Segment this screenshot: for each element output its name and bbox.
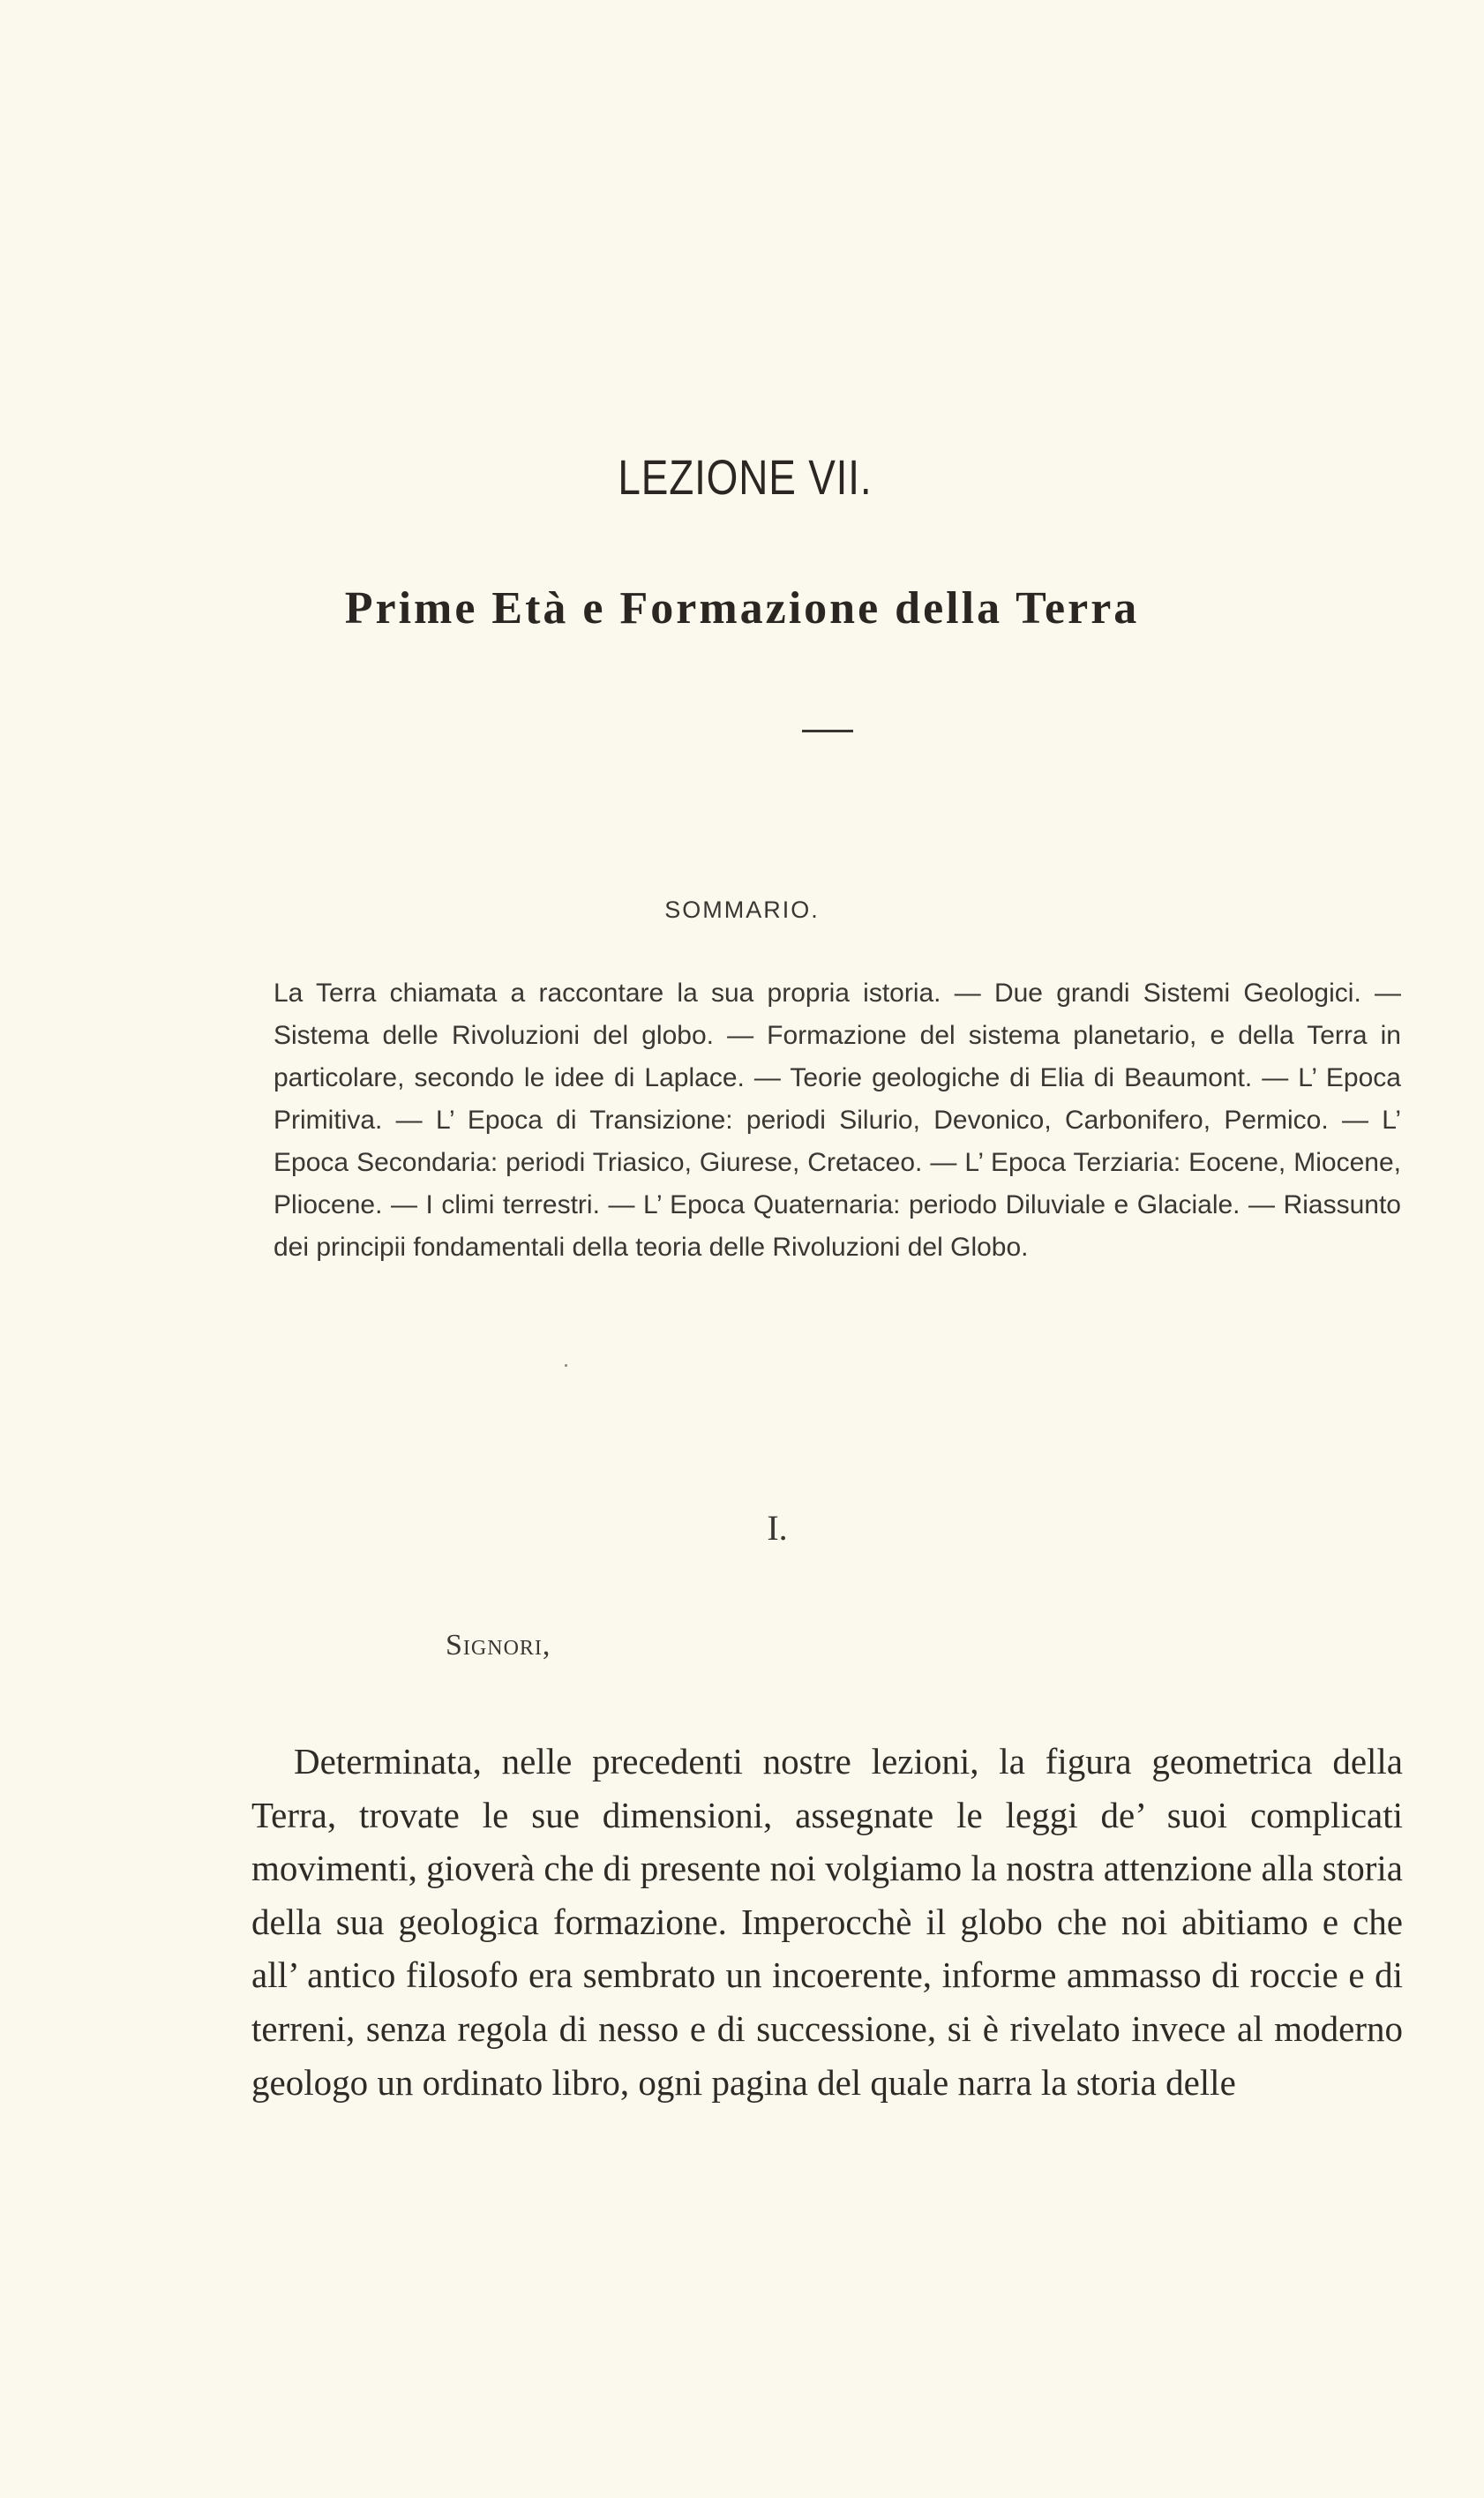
separator-rule (802, 730, 853, 732)
section-number: I. (767, 1508, 788, 1548)
body-paragraph: Determinata, nelle precedenti nostre lezioni, la figura geometrica della Terra, trovate le sue dimensioni, assegnate le leggi de’ suoi complicati movimenti, gioverà che di presente noi volgiamo la nostra attenzione alla storia della sua geologica formazione. Imperocchè il globo che noi abitiamo e che all’ antico filosofo era sembrato un incoerente, informe ammasso di roccie e di terreni, senza regola di nesso e di successione, si è rivelato invece al moderno geologo un ordinato libro, ogni pagina del quale narra la storia delle (251, 1741, 1403, 2103)
salutation: Signori, (446, 1629, 551, 1662)
summary-text: La Terra chiamata a raccontare la sua propria istoria. — Due grandi Sistemi Geologici. — Sistema delle Rivoluzioni del globo. — Formazione del sistema planetario, e della Terra in particolare, secondo le idee di Laplace. — Teorie geologiche di Elia di Beaumont. — L’ Epoca Primitiva. — L’ Epoca di Transizione: periodi Silurio, Devonico, Carbonifero, Permico. — L’ Epoca Secondaria: periodi Triasico, Giurese, Cretaceo. — L’ Epoca Terziaria: Eocene, Miocene, Pliocene. — I climi terrestri. — L’ Epoca Quaternaria: periodo Diluviale e Glaciale. — Riassunto dei principii fondamentali della teoria delle Rivoluzioni del Globo. (274, 979, 1401, 1262)
chapter-title: Prime Età e Formazione della Terra (344, 583, 1140, 634)
summary-heading: SOMMARIO. (664, 896, 820, 923)
paper-speck (565, 1364, 567, 1367)
lesson-title: LEZIONE VII. (618, 449, 873, 505)
